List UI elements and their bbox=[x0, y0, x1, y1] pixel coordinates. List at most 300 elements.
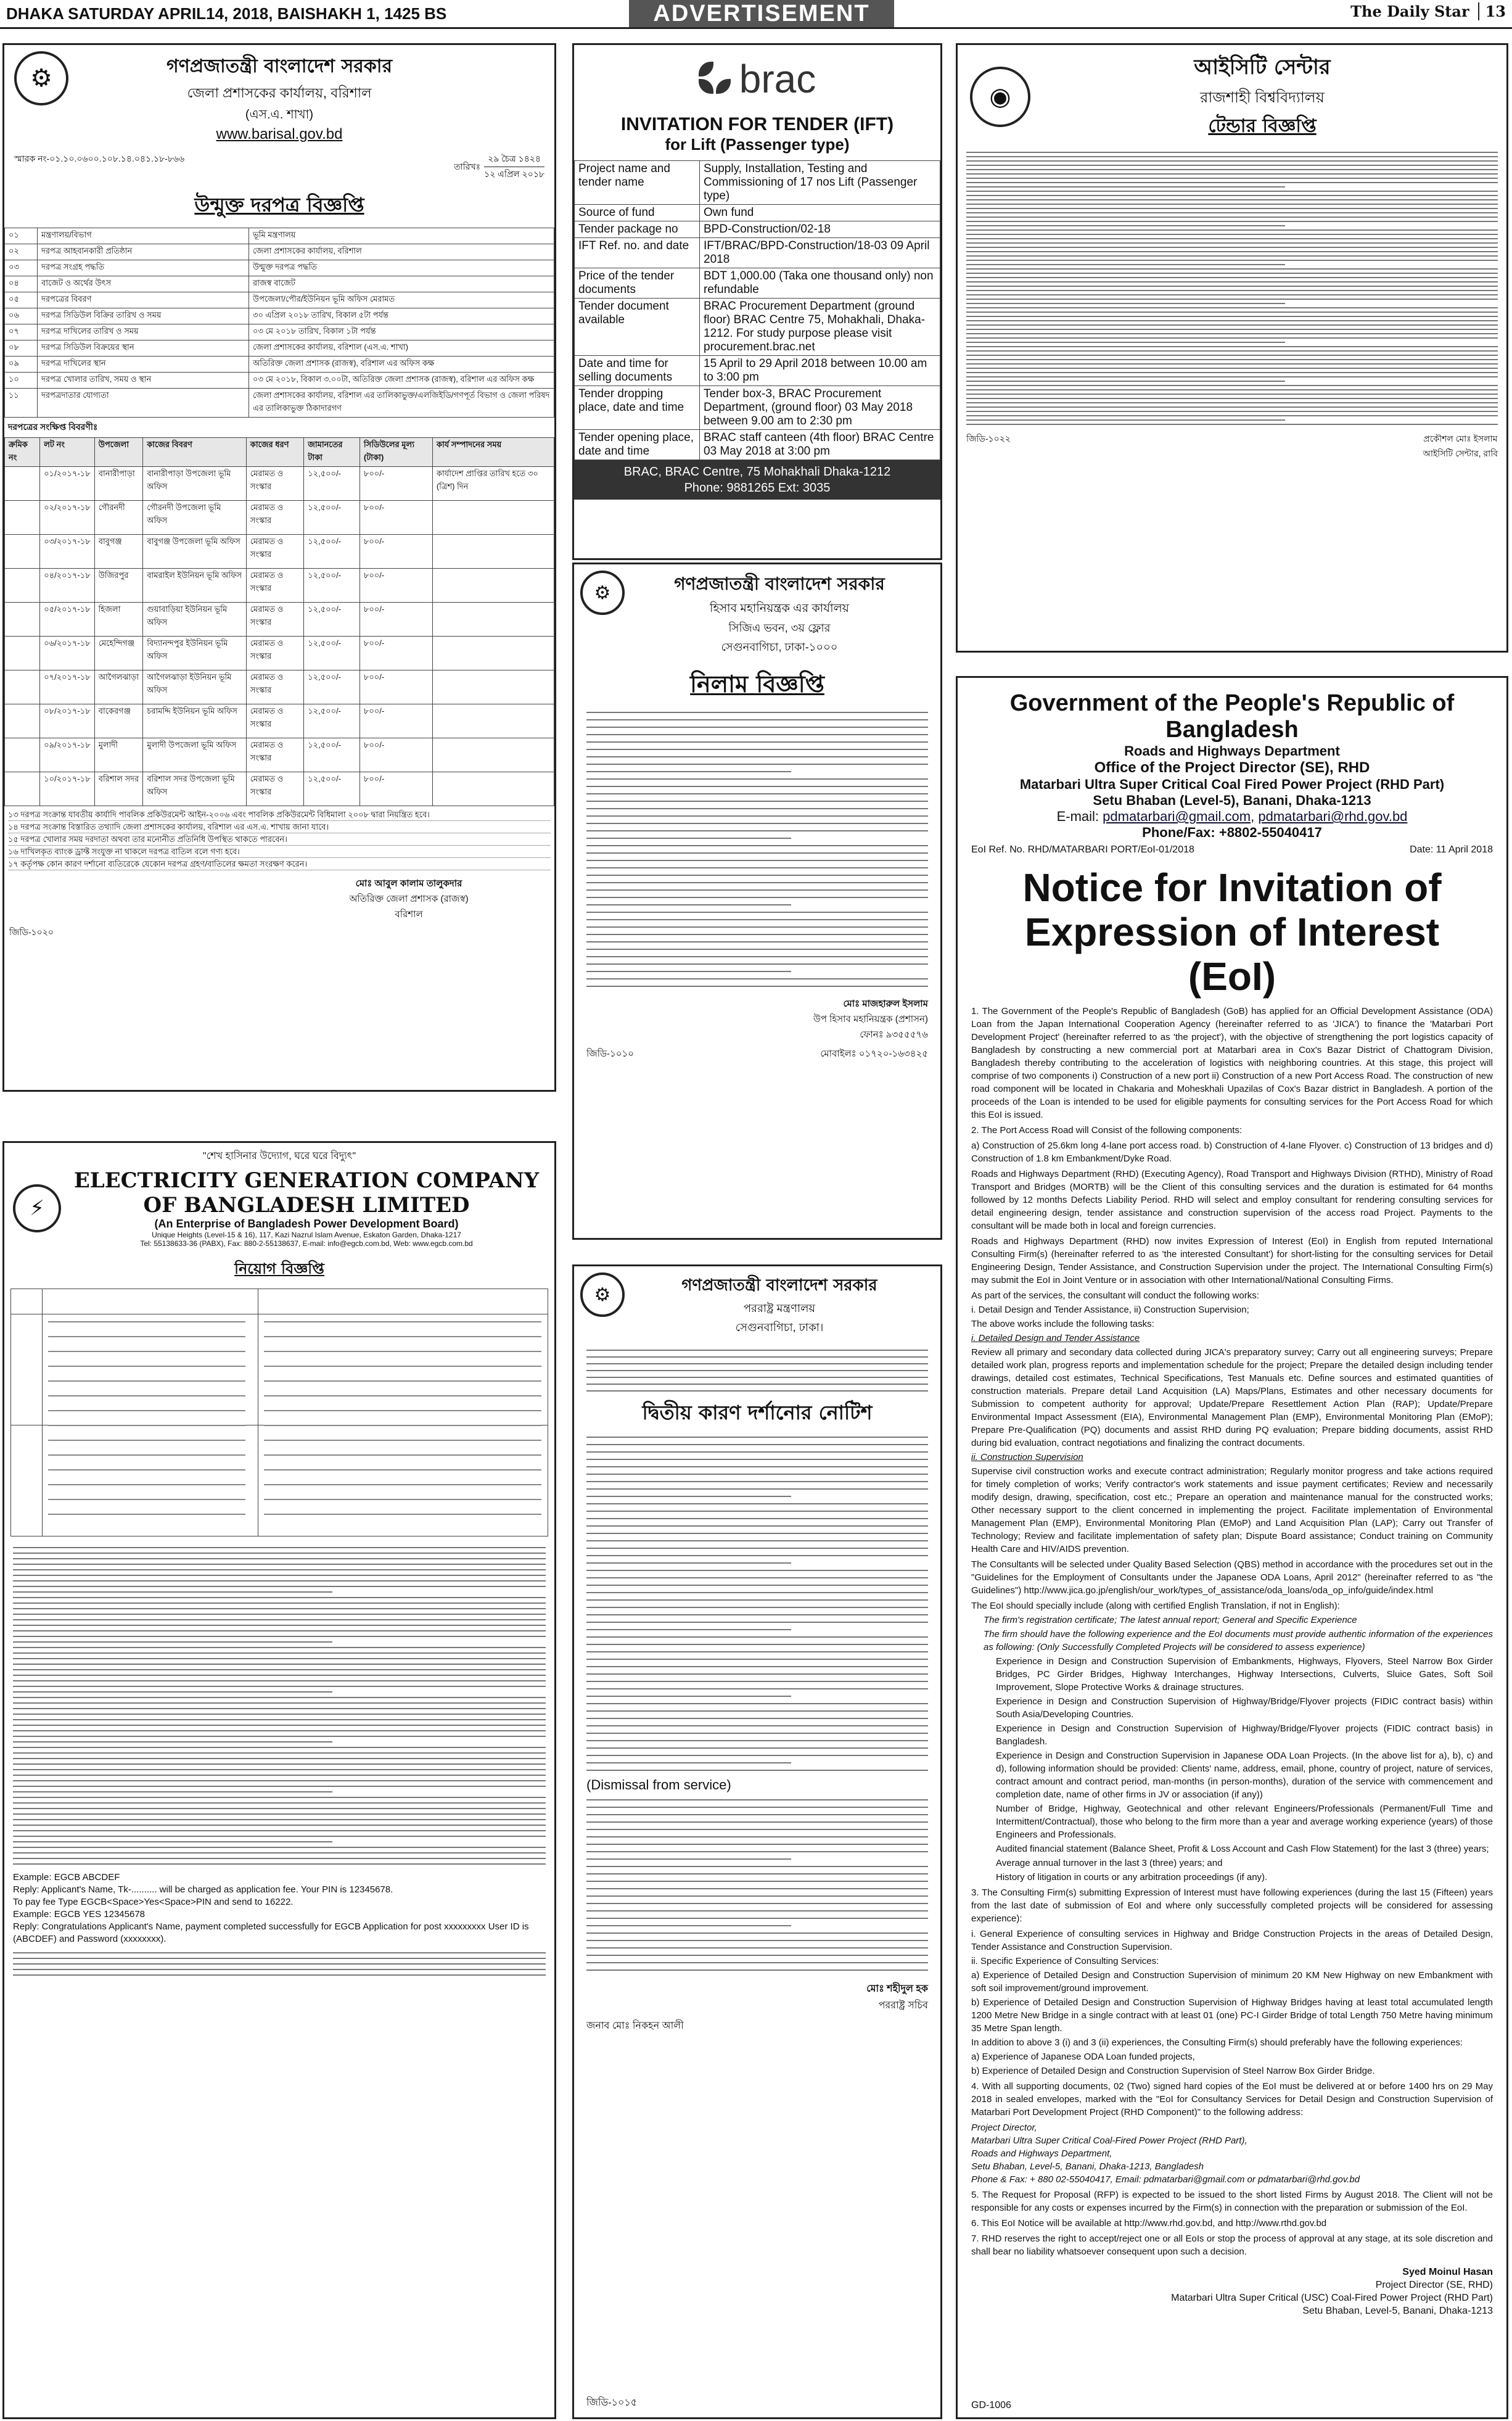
sub-title: দরপত্রের সংক্ষিপ্ত বিবরণীঃ bbox=[8, 422, 98, 432]
column-header: উপজেলা bbox=[94, 438, 143, 467]
text-line bbox=[13, 1580, 546, 1582]
lot-cell-office: মুলাদী উপজেলা ভূমি অফিস bbox=[143, 738, 247, 772]
university-seal-icon: ◉ bbox=[970, 67, 1030, 127]
branch: (এস.এ. শাখা) bbox=[245, 108, 314, 122]
text-line bbox=[48, 1454, 245, 1456]
text-line bbox=[48, 1425, 245, 1426]
rhd-para1: 1. The Government of the People's Republic of Bangladesh (GoB) has applied for an Official Development Assistance (ODA) Loan from the Japan International Cooperation Agency (hereinafter referred to as 'JICA') to finance the 'Matarbari Port Development Project' (hereinafter referred to as 'the project'), with the objective of strengthening the port logistics capacity of Bangladesh by constructing a new commercial port at Matarbari area in Cox's Bazar District of Chattogram Division, Bangladesh thereby contributing to the acceleration of logistics with neighboring countries. At this stage, this project will comprise of two components i) Construction of a new port ii) Construction of a new Port Access Road. The construction of new road component will be located in Chakaria and Moheskhali Upazilas of Cox's Bazar district in Bangladesh. A portion of the proceeds of the Loan is intended to be used for eligible payments for consulting services for the Port Access Road for which this EoI is issued. bbox=[971, 1006, 1493, 1120]
text-line bbox=[966, 173, 1498, 175]
brac-row-label: Project name and tender name bbox=[575, 161, 700, 205]
lot-cell-lot: ০৪/২০১৭-১৮ bbox=[40, 569, 95, 603]
sc-subject-text bbox=[574, 1350, 940, 1392]
text-line bbox=[13, 1586, 546, 1587]
rhd-p3c: In addition to above 3 (i) and 3 (ii) experiences, the Consulting Firm(s) should preferably have the following experiences: bbox=[971, 2037, 1463, 2048]
lot-index bbox=[5, 637, 40, 670]
text-line bbox=[586, 1363, 928, 1364]
lot-cell-lot: ১০/২০১৭-১৮ bbox=[40, 772, 95, 806]
table-cell: বাজেট ও অর্থের উৎস bbox=[38, 276, 249, 292]
column-header: কাজের ধরণ bbox=[246, 438, 304, 467]
lot-cell-time bbox=[432, 704, 554, 738]
rhd-sig-address: Setu Bhaban, Level-5, Banani, Dhaka-1213 bbox=[1302, 2306, 1493, 2316]
masthead-group bbox=[1350, 2, 1506, 20]
text-line bbox=[48, 1440, 245, 1441]
lot-row bbox=[5, 501, 554, 535]
table-cell: দরপত্র সিডিউল বিক্রির তারিখ ও সময় bbox=[38, 308, 249, 324]
text-line bbox=[966, 389, 1498, 390]
text-line bbox=[966, 204, 1498, 205]
sc-area: সেগুনবাগিচা, ঢাকা। bbox=[735, 1321, 824, 1334]
text-line bbox=[586, 1836, 928, 1837]
lot-cell-price: ৮০০/- bbox=[360, 501, 432, 535]
brac-row-label: Tender package no bbox=[575, 221, 700, 238]
table-cell: রাজস্ব বাজেট bbox=[249, 276, 554, 292]
brac-row-label: Tender dropping place, date and time bbox=[575, 386, 700, 430]
lot-row bbox=[5, 704, 554, 738]
table-cell: ১০ bbox=[5, 373, 38, 389]
rhd-email1[interactable]: pdmatarbari@gmail.com bbox=[1103, 809, 1251, 824]
text-line bbox=[586, 1636, 928, 1638]
text-line bbox=[966, 411, 1498, 412]
text-line bbox=[13, 1752, 546, 1754]
text-line bbox=[586, 1437, 928, 1438]
lot-cell-time bbox=[432, 569, 554, 603]
text-line bbox=[13, 1680, 546, 1681]
text-line bbox=[13, 1691, 332, 1693]
signatory-title: অতিরিক্ত জেলা প্রশাসক (রাজস্ব) bbox=[349, 894, 469, 904]
lot-cell-time bbox=[432, 535, 554, 569]
text-line bbox=[586, 1577, 928, 1578]
text-line bbox=[966, 337, 1498, 339]
text-line bbox=[586, 941, 928, 942]
text-line bbox=[966, 217, 1498, 218]
rhd-p3a: a) Experience of Detailed Design and Construction Supervision of minimum 20 KM New Highway on new Embankment with soft soil improvement/ground improvement. bbox=[971, 1970, 1493, 1994]
brac-title: INVITATION FOR TENDER (IFT) bbox=[620, 114, 894, 134]
text-line bbox=[13, 1564, 546, 1565]
bd-seal-icon: ⚙ bbox=[14, 51, 82, 105]
ecgb-contact: Tel: 55138633-36 (PABX), Fax: 880-2-55138637, E-mail: info@egcb.com.bd, Web: www.egcb.com.bd bbox=[140, 1239, 473, 1248]
ict-university: রাজশাহী বিশ্ববিদ্যালয় bbox=[1200, 89, 1325, 106]
lot-cell-upazila: হিজলা bbox=[94, 603, 143, 637]
text-line bbox=[586, 1799, 928, 1800]
text-line bbox=[13, 1641, 332, 1643]
text-line bbox=[13, 1769, 546, 1770]
table-row bbox=[5, 324, 554, 340]
text-line bbox=[13, 1669, 546, 1670]
text-line bbox=[586, 1895, 928, 1897]
brac-row bbox=[575, 238, 940, 268]
text-line bbox=[966, 350, 1498, 352]
auction-body-text bbox=[574, 712, 940, 987]
text-line bbox=[586, 867, 928, 868]
text-line bbox=[586, 1733, 928, 1734]
text-line bbox=[48, 1321, 245, 1322]
lot-index bbox=[5, 501, 40, 535]
ecgb-notice-title: নিয়োগ বিজ্ঞপ্তি bbox=[234, 1260, 324, 1277]
auction-mobile: মোবাইলঃ ০১৭২০-১৬৩৪২৫ bbox=[820, 1049, 928, 1059]
lot-cell-deposit: ১২,৫০০/- bbox=[304, 738, 360, 772]
table-header-row bbox=[5, 438, 554, 467]
text-line bbox=[586, 1814, 928, 1815]
text-line bbox=[13, 1602, 546, 1604]
text-line bbox=[586, 845, 928, 846]
brac-row-label: Source of fund bbox=[575, 205, 700, 221]
text-line bbox=[586, 1673, 928, 1675]
text-line bbox=[966, 212, 1498, 213]
text-line bbox=[586, 926, 928, 928]
text-line bbox=[966, 415, 1498, 416]
ad-ecgb-recruitment bbox=[2, 1141, 556, 2419]
text-line bbox=[13, 1697, 546, 1698]
table-cell: জেলা প্রশাসকের কার্যালয়, বরিশাল bbox=[249, 244, 554, 260]
text-line bbox=[586, 1703, 928, 1704]
lot-cell-type: মেরামত ও সংস্কার bbox=[246, 738, 304, 772]
text-line bbox=[586, 1762, 791, 1763]
text-line bbox=[586, 949, 928, 950]
text-line bbox=[586, 1659, 928, 1660]
text-line bbox=[966, 372, 1498, 373]
text-line bbox=[13, 1858, 546, 1859]
table-cell: দরপত্রদাতার যোগ্যতা bbox=[38, 389, 249, 418]
lot-cell-type: মেরামত ও সংস্কার bbox=[246, 467, 304, 501]
rhd-address: Setu Bhaban (Level-5), Banani, Dhaka-1213 bbox=[1093, 793, 1371, 808]
ecgb-enterprise: (An Enterprise of Bangladesh Power Development Board) bbox=[154, 1218, 459, 1230]
table-cell: ০৩ মে ২০১৮ তারিখ, বিকাল ১টা পর্যন্ত bbox=[249, 324, 554, 340]
brac-row bbox=[575, 356, 940, 386]
ecgb-post-table bbox=[10, 1289, 548, 1536]
text-line bbox=[966, 264, 1285, 265]
text-line bbox=[966, 242, 1498, 244]
text-line bbox=[586, 712, 928, 713]
text-line bbox=[13, 1830, 546, 1831]
text-line bbox=[13, 1708, 546, 1709]
text-line bbox=[586, 1444, 928, 1445]
ict-notice: টেন্ডার বিজ্ঞপ্তি bbox=[1208, 115, 1317, 137]
lot-row bbox=[5, 670, 554, 704]
text-line bbox=[966, 355, 1498, 356]
rhd-b2: The firm should have the following experience and the EoI documents must provide authentic information of the experiences as following: (Only Successfully Completed Projects will be considered to assess experience) bbox=[984, 1629, 1493, 1652]
text-line bbox=[966, 229, 1498, 231]
text-line bbox=[13, 1841, 332, 1842]
ict-signatory-title: আইসিটি সেন্টার, রাবি bbox=[1423, 448, 1498, 458]
text-line bbox=[966, 169, 1498, 170]
text-line bbox=[586, 823, 928, 824]
text-line bbox=[966, 281, 1498, 283]
rhd-project: Matarbari Ultra Super Critical Coal Fired Power Project (RHD Part) bbox=[1019, 777, 1445, 792]
brac-row-value: Supply, Installation, Testing and Commissioning of 17 nos Lift (Passenger type) bbox=[700, 161, 940, 205]
table-cell: ০৭ bbox=[5, 324, 38, 340]
text-line bbox=[13, 1963, 546, 1965]
text-line bbox=[966, 316, 1498, 317]
table-divider bbox=[42, 1289, 43, 1536]
text-line bbox=[264, 1321, 541, 1322]
lot-cell-upazila: আগৈলঝাড়া bbox=[94, 670, 143, 704]
rhd-task-ii-title: ii. Construction Supervision bbox=[971, 1452, 1083, 1462]
sc-body-text-2 bbox=[574, 1799, 940, 1971]
lot-row bbox=[5, 535, 554, 569]
website-link[interactable]: www.barisal.gov.bd bbox=[216, 126, 343, 142]
text-line bbox=[966, 186, 1285, 188]
auction-gov-title: গণপ্রজাতন্ত্রী বাংলাদেশ সরকার bbox=[674, 574, 885, 594]
lot-cell-price: ৮০০/- bbox=[360, 738, 432, 772]
text-line bbox=[586, 1540, 928, 1541]
text-line bbox=[13, 1813, 546, 1815]
lot-row bbox=[5, 467, 554, 501]
text-line bbox=[586, 1947, 928, 1949]
text-line bbox=[586, 1740, 928, 1741]
text-line bbox=[13, 1847, 546, 1848]
text-line bbox=[13, 1664, 546, 1665]
text-line bbox=[586, 1866, 928, 1867]
text-line bbox=[966, 303, 1285, 304]
notes bbox=[4, 806, 554, 873]
rhd-task-i: Review all primary and secondary data collected during JICA's preparatory survey; Carry out all engineering surveys; Prepare detailed work plan, progress reports and implementation schedule for the project; Prepare the detailed design including tender drawings, detailed cost estimates, Technical Specifications, Test Manuals etc. Define sources and estimated quantities of construction materials. Prepare detail Land Acquisition (LA) Maps/Plans, Estimates and other necessary documents for Submission to competent authority for approval; Update/Prepare Resettlement Action Plan (RAP); Update/Prepare Environmental Impact Assessment (EIA), Environmental Management Plan (EMP), Environmental Monitoring Plan (EMoP); Prepare Pre-Qualification (PQ) documents and assist RHD during PQ evaluation; Prepare bidding documents, assist RHD during bid evaluation, contract negotiations and finalizing the contract documents. bbox=[971, 1347, 1493, 1448]
lot-index bbox=[5, 704, 40, 738]
text-line bbox=[966, 156, 1498, 157]
table-cell: দরপত্র সিডিউল বিক্রয়ের স্থান bbox=[38, 340, 249, 357]
note-item: ১৫ দরপত্র খোলার সময় দরদাতা অথবা তার মনোনীত প্রতিনিধি উপস্থিত থাকতে পারবেন। bbox=[8, 833, 551, 846]
text-line bbox=[586, 1903, 928, 1904]
text-line bbox=[13, 1686, 546, 1687]
table-cell: ০৮ bbox=[5, 340, 38, 357]
lot-index bbox=[5, 738, 40, 772]
table-cell: দরপত্র দাখিলের স্থান bbox=[38, 357, 249, 373]
lot-cell-time bbox=[432, 603, 554, 637]
lot-cell-time bbox=[432, 501, 554, 535]
text-line bbox=[13, 1719, 546, 1720]
text-line bbox=[13, 1725, 546, 1726]
text-line bbox=[586, 1925, 791, 1926]
text-line bbox=[13, 1636, 546, 1637]
text-line bbox=[966, 376, 1498, 377]
table-cell: উপজেলা/পৌর/ইউনিয়ন ভূমি অফিস মেরামত bbox=[249, 292, 554, 308]
brac-row-value: 15 April to 29 April 2018 between 10.00 am to 3:00 pm bbox=[700, 356, 940, 386]
ecgb-sms-reply2: Reply: Congratulations Applicant's Name, payment completed successfully for EGCB Application for post xxxxxxxxx User ID is (ABCDEF) and Password (xxxxxxxx). bbox=[13, 1921, 529, 1944]
lot-cell-deposit: ১২,৫০০/- bbox=[304, 535, 360, 569]
text-line bbox=[13, 1630, 546, 1631]
text-line bbox=[966, 346, 1498, 347]
brac-row-value: BDT 1,000.00 (Taka one thousand only) non refundable bbox=[700, 268, 940, 299]
text-line bbox=[13, 1547, 546, 1548]
lot-cell-deposit: ১২,৫০০/- bbox=[304, 603, 360, 637]
lot-index bbox=[5, 670, 40, 704]
sc-body-text bbox=[574, 1437, 940, 1771]
text-line bbox=[48, 1366, 245, 1367]
text-line bbox=[586, 838, 791, 839]
brac-logo-icon bbox=[699, 62, 733, 96]
lot-cell-lot: ০৩/২০১৭-১৮ bbox=[40, 535, 95, 569]
brac-row-label: IFT Ref. no. and date bbox=[575, 238, 700, 268]
rhd-addr4: Setu Bhaban, Level-5, Banani, Dhaka-1213, Bangladesh bbox=[971, 2161, 1204, 2172]
text-line bbox=[586, 912, 928, 913]
text-line bbox=[586, 727, 928, 728]
rhd-p3: 3. The Consulting Firm(s) submitting Expression of Interest must have following experiences (during the last 15 (Fifteen) years from the last date of submission of EoI and where only successfully completed projects will be considered for assessing experience): bbox=[971, 1887, 1493, 1924]
text-line bbox=[13, 1702, 546, 1704]
rhd-eg: Average annual turnover in the last 3 (three) years; and bbox=[996, 1858, 1223, 1868]
text-line bbox=[13, 1952, 546, 1953]
lot-cell-deposit: ১২,৫০০/- bbox=[304, 772, 360, 806]
text-line bbox=[586, 1888, 928, 1889]
text-line bbox=[966, 182, 1498, 183]
text-line bbox=[586, 1932, 928, 1934]
text-line bbox=[586, 956, 928, 957]
text-line bbox=[13, 1730, 546, 1731]
note-item: ১৪ দরপত্র সংক্রান্ত বিস্তারিত তথ্যাদি জেলা প্রশাসকের কার্যালয়, বরিশাল এর এস.এ. শাখায় জানা যাবে। bbox=[8, 821, 551, 833]
text-line bbox=[586, 904, 791, 905]
rhd-office: Office of the Project Director (SE), RHD bbox=[1094, 759, 1370, 776]
rhd-ed: Experience in Design and Construction Supervision in Japanese ODA Loan Projects. (In the above list for a), b), c) and d), following information should be provided: Clients' name, address, email, phone, country of project, nature of services, contract amount and contract period, man-months (in person-months), duration of the service with commencement and completion date, name of other firms in JV or association (if any)) bbox=[996, 1751, 1493, 1800]
rhd-para2f: The above works include the following tasks: bbox=[971, 1319, 1154, 1329]
ict-table-body bbox=[958, 152, 1506, 425]
text-line bbox=[586, 1807, 928, 1808]
text-line bbox=[13, 1969, 546, 1970]
rhd-ee: Number of Bridge, Highway, Geotechnical and other relevant Engineers/Professionals (Permanent/Full Time and Intermittent/Contractual), those who belong to the firm more than a year and average working experience (years) of those Engineers and Professionals. bbox=[996, 1804, 1493, 1840]
sc-ministry: পররাষ্ট্র মন্ত্রণালয় bbox=[743, 1302, 816, 1314]
sc-signatory-title: পররাষ্ট্র সচিব bbox=[878, 2000, 928, 2011]
ecgb-sms-reply1: Reply: Applicant's Name, Tk-.......... will be charged as application fee. Your PIN is 12345678. bbox=[13, 1884, 393, 1895]
brac-row bbox=[575, 386, 940, 430]
memo-number: স্মারক নং-০১.১০.০৬০০.১০৮.১৪.০৪১.১৮-৮৬৬ bbox=[14, 154, 185, 163]
ecgb-sms-pay: To pay fee Type EGCB<Space>Yes<Space>PIN and send to 16222. bbox=[13, 1897, 294, 1907]
text-line bbox=[13, 1974, 546, 1976]
lot-cell-office: বিদ্যানন্দপুর ইউনিয়ন ভূমি অফিস bbox=[143, 637, 247, 670]
text-line bbox=[586, 1481, 928, 1482]
text-line bbox=[13, 1802, 546, 1804]
text-line bbox=[13, 1558, 546, 1559]
rhd-b1: The firm's registration certificate; The latest annual report; General and Specific Experience bbox=[984, 1615, 1357, 1625]
lot-cell-type: মেরামত ও সংস্কার bbox=[246, 704, 304, 738]
text-line bbox=[586, 1585, 928, 1586]
brac-row bbox=[575, 299, 940, 356]
lot-cell-lot: ০৮/২০১৭-১৮ bbox=[40, 704, 95, 738]
table-cell: দরপত্র খোলার তারিখ, সময় ও স্থান bbox=[38, 373, 249, 389]
text-line bbox=[586, 852, 928, 854]
lot-cell-deposit: ১২,৫০০/- bbox=[304, 501, 360, 535]
lot-cell-lot: ০১/২০১৭-১৮ bbox=[40, 467, 95, 501]
lot-cell-type: মেরামত ও সংস্কার bbox=[246, 569, 304, 603]
rhd-ec: Experience in Design and Construction Supervision of Highway/Bridge/Flyover projects (FIDIC contract basis) in Bangladesh. bbox=[996, 1723, 1493, 1747]
masthead-logo: The Daily Star bbox=[1350, 2, 1469, 20]
text-line bbox=[586, 1755, 928, 1756]
lot-cell-type: মেরামত ও সংস্কার bbox=[246, 535, 304, 569]
text-line bbox=[586, 786, 928, 787]
lot-cell-price: ৮০০/- bbox=[360, 603, 432, 637]
note-item: ১৩ দরপত্র সংক্রান্ত যাবতীয় কার্যাদি পাবলিক প্রকিউরমেন্ট আইন-২০০৬ এবং পাবলিক প্রকিউরমেন্ট বিধিমালা ২০০৮ দ্বারা নিয়ন্ত্রিত হবে। bbox=[8, 809, 551, 821]
lot-cell-type: মেরামত ও সংস্কার bbox=[246, 603, 304, 637]
ecgb-foot-text bbox=[4, 1952, 554, 1976]
text-line bbox=[586, 1614, 928, 1615]
rhd-email2[interactable]: pdmatarbari@rhd.gov.bd bbox=[1258, 809, 1408, 824]
text-line bbox=[586, 1718, 928, 1719]
ad-rhd-eoi: Government of the People's Republic of Bangladesh Roads and Highways Department Office of the Project Director (SE), RHD Matarbari Ultra Super Critical Coal Fired Power Project (RHD Part) Setu Bhaban (Level-5), Banani, Dhaka-1213 E-mail: pdmatarbari@gmail.com, pdmatarbari@rhd.gov.bd Phone/Fax: +8802-55040417 EoI Ref. No. RHD/MATARBARI PORT/EoI-01/2018 Date: 11 April 2018 Notice for Invitation of Expression of Interest (EoI) 1. The Government of the People's Republic of Bangladesh (GoB) has applied for an Official Development Assistance (ODA) Loan from the Japan International Cooperation Agency (hereinafter referred to as 'JICA') to finance the 'Matarbari Port Development Project' (hereinafter referred to as 'the project'), with the objective of strengthening the port logistics capacity of Bangladesh by constructing a new commercial port at Matarbari area in Cox's Bazar District of Chattogram Division, Bangladesh thereby contributing to the acceleration of logistics with neighboring countries. At this stage, this project will comprise of two components i) Construction of a new port ii) Construction of a new Port Access Road. The construction of new road component will be located in Chakaria and Moheskhali Upazilas of Cox's Bazar district in Bangladesh. A portion of the proceeds of the Loan is intended to be used for eligible payments for consulting services for the Port Access Road for which this EoI is issued. 2. The Port Access Road will Consist of the following components: a) Construction of 25.6km long 4-lane port access road. b) Construction of 4-lane Flyover. c) Construction of 13 bridges and d) Construction of 1.8 km Embankment/Dyke Road. Roads and Highways Department (RHD) (Executing Agency), Road Transport and Highways Division (RTHD), Ministry of Road Transport and Bridges (MORTB) will be the Client of this consulting services and the duration is estimated for 64 months followed by 12 months Defects Liability Period. RHD will select and employ consultant for rendering consulting services for detail engineering design, tender assistance and construction supervision of the access road Project. Payments to the consultant will be made both in local and foreign currencies. Roads and Highways Department (RHD) now invites Expression of Interest (EoI) in English from reputed International Consulting Firm(s) (hereinafter referred to as 'the interested Consultant') for short-listing for the consulting services for Detail Engineering Design, Tender Assistance, and Construction Supervision under the project. The International Consulting Firm(s) may submit the EoI in Joint Venture or in association with other International/National Consulting Firms. As part of the services, the consultant will conduct the following works: i. Detail Design and Tender Assistance, ii) Construction Supervision; The above works include the following tasks: i. Detailed Design and Tender Assistance Review all primary and secondary data collected during JICA's preparatory survey; Carry out all engineering surveys; Prepare detailed work plan, progress reports and implementation schedule for the project; Prepare the detailed design including tender drawings, detailed cost estimates, Technical Specifications, Test Manuals etc. Define sources and estimated quantities of construction materials. Prepare detail Land Acquisition (LA) Maps/Plans, Estimates and other necessary documents for Submission to competent authority for approval; Update/Prepare Resettlement Action Plan (RAP); Update/Prepare Environmental Impact Assessment (EIA), Environmental Management Plan (EMP), Environmental Monitoring Plan (EMoP); Prepare Pre-Qualification (PQ) documents and assist RHD during PQ evaluation; Prepare bidding documents, assist RHD during bid evaluation, contract negotiations and finalizing the contract documents. ii. Construction Supervision Supervise civil construction works and execute contract administration; Regularly monitor progress and take actions required for timely completion of works; Verify contractor's work statements and issue payment certificates; Review and necessarily modify design, drawing, specification, cost etc.; Prepare an operation and maintenance manual for the constructed works; Other necessary support to the client concerned in implementing the project. Facilitate implementation of Environmental Management Plan (EMP), Environmental Monitoring Plan (EMoP) and Land Acquisition Plan (LAP); Carry out Transfer of Technology; Review and facilitate implementation of safety plan; Dispute Board assistance; Conduct training on Community Health Care and HIV/AIDS prevention. The Consultants will be selected under Quality Based Selection (QBS) method in accordance with the procedures set out in the "Guidelines for the Employment of Consultants under the Japanese ODA Loans, April 2012" (hereinafter referred to as "the Guidelines") http://www.jica.go.jp/english/our_work/types_of_assistance/oda_loans/oda_op_info/guide/index.html The EoI should specially include (along with certified English Translation, if not in English): The firm's registration certificate; The latest annual report; General and Specific Experience The firm should have the following experience and the EoI documents must provide authentic information of the experiences as following: (Only Successfully Completed Projects will be considered to assess experience) Experience in Design and Construction Supervision of Embankments, Highways, Flyovers, Steel Narrow Box Girder Bridges, PC Girder Bridges, Highway Interchanges, Highway Intersections, Culverts, Sluice Gates, Soft Soil Improvement, Slope Protective Works & drainage structures. Experience in Design and Construction Supervision of Highway/Bridge/Flyover projects (FIDIC contract basis) within South Asia/Developing Countries. Experience in Design and Construction Supervision of Highway/Bridge/Flyover projects (FIDIC contract basis) in Bangladesh. Experience in Design and Construction Supervision in Japanese ODA Loan Projects. (In the above list for a), b), c) and d), following information should be provided: Clients' name, address, email, phone, country of project, nature of services, contract amount and contract period, man-months (in person-months), duration of the service with commencement and completion date, name of other firms in JV or association (if any)) Number of Bridge, Highway, Geotechnical and other relevant Engineers/Professionals (Permanent/Full Time and Intermittent/Contractual), those who belong to the firm more than a year and average working experience (years) of those Engineers and Professionals. Audited financial statement (Balance Sheet, Profit & Loss Account and Cash Flow Statement) for the last 3 (three) years; Average annual turnover in the last 3 (three) years; and History of litigation in courts or any arbitration proceedings (if any). 3. The Consulting Firm(s) submitting Expression of Interest must have following experiences (during the last 15 (Fifteen) years from the last date of submission of EoI and where only successfully completed projects will be considered for assessing experience): i. General Experience of consulting services in Highway and Bridge Construction Projects in the areas of Detailed Design, Tender Assistance and Construction Supervision. ii. Specific Experience of Consulting Services: a) Experience of Detailed Design and Construction Supervision of minimum 20 KM New Highway on new Embankment with soft soil improvement/ground improvement. b) Experience of Detailed Design and Construction Supervision of Highway Bridges having at least total accumulated length 1200 Metre New Bridge in a single contract with at least 01 (one) PC-I Girder Bridge of total Length 750 Metre having minimum 35 Metre Span length. In addition to above 3 (i) and 3 (ii) experiences, the Consulting Firm(s) should preferably have the following experiences: a) Experience of Japanese ODA Loan funded projects, b) Experience of Detailed Design and Construction Supervision of Steel Narrow Box Girder Bridge. 4. With all supporting documents, 02 (Two) signed hard copies of the EoI must be delivered at or before 1400 hrs on 29 May 2018 in sealed envelopes, marked with the "EoI for Consultancy Services for Detail Design and Construction Supervision of Matarbari Port Development Project (RHD Component)" to the following address: Project Director, Matarbari Ultra Super Critical Coal-Fired Power Project (RHD Part), Roads and Highways Department, Setu Bhaban, Level-5, Banani, Dhaka-1213, Bangladesh Phone & Fax: + 880 02-55040417, Email: pdmatarbari@gmail.com or pdmatarbari@rhd.gov.bd 5. The Request for Proposal (RFP) is expected to be issued to the short listed Firms by August 2018. The Client will not be responsible for any costs or expenses incurred by the Firm(s) in connection with the preparation or submission of the EoI. 6. This EoI Notice will be available at http://www.rhd.gov.bd, and http://www.rthd.gov.bd 7. RHD reserves the right to accept/reject one or all EoIs or stop the process of approval at any stage, at its sole discretion and shall bear no liability whatsoever consequent upon such a decision. Syed Moinul Hasan Project Director (SE, RHD) Matarbari Ultra Super Critical (USC) Coal-Fired Power Project (RHD Part) Setu Bhaban, Level-5, Banani, Dhaka-1213 GD-1006 bbox=[956, 676, 1508, 2419]
text-line bbox=[13, 1575, 546, 1576]
sc-gov-title: গণপ্রজাতন্ত্রী বাংলাদেশ সরকার bbox=[681, 1276, 877, 1295]
note-item: ১৭ কর্তৃপক্ষ কোন কারণ দর্শানো ব্যতিরেকে যেকোন দরপত্র গ্রহণ/বাতিলের ক্ষমতা সংরক্ষণ করেন। bbox=[8, 858, 551, 870]
table-row bbox=[5, 292, 554, 308]
lot-cell-deposit: ১২,৫০০/- bbox=[304, 467, 360, 501]
text-line bbox=[966, 255, 1498, 257]
lot-cell-office: গুয়াবাড়িয়া ইউনিয়ন ভূমি অফিস bbox=[143, 603, 247, 637]
table-cell: ০৪ bbox=[5, 276, 38, 292]
text-line bbox=[13, 1608, 546, 1609]
table-cell: ০৩ মে ২০১৮, বিকাল ৩.০০টা, অতিরিক্ত জেলা প্রশাসক (রাজস্ব), বরিশাল এর অফিস কক্ষ bbox=[249, 373, 554, 389]
brac-subtitle: for Lift (Passenger type) bbox=[665, 135, 850, 154]
rhd-addr2: Matarbari Ultra Super Critical Coal-Fired Power Project (RHD Part), bbox=[971, 2135, 1247, 2146]
text-line bbox=[586, 1548, 928, 1549]
lot-cell-lot: ০৫/২০১৭-১৮ bbox=[40, 603, 95, 637]
rhd-para2: 2. The Port Access Road will Consist of the following components: bbox=[971, 1125, 1243, 1136]
text-line bbox=[586, 1592, 928, 1593]
text-line bbox=[966, 238, 1498, 239]
text-line bbox=[966, 225, 1285, 226]
text-line bbox=[13, 1652, 546, 1654]
text-line bbox=[966, 385, 1498, 386]
lot-cell-lot: ০৬/২০১৭-১৮ bbox=[40, 637, 95, 670]
ecgb-slogan: "শেখ হাসিনার উদ্যোগ, ঘরে ঘরে বিদ্যুৎ" bbox=[202, 1151, 356, 1161]
rhd-p3d: a) Experience of Japanese ODA Loan funded projects, bbox=[971, 2052, 1195, 2062]
text-line bbox=[264, 1440, 541, 1441]
lot-row bbox=[5, 569, 554, 603]
rhd-ea: Experience in Design and Construction Supervision of Embankments, Highways, Flyovers, Steel Narrow Box Girder Bridges, PC Girder Bridges, Highway Interchanges, Highway Intersections, Culverts, Sluice Gates, Soft Soil Improvement, Slope Protective Works & drainage structures. bbox=[996, 1656, 1493, 1693]
ecgb-sms-example2: Example: EGCB YES 12345678 bbox=[13, 1909, 146, 1920]
text-line bbox=[586, 875, 928, 876]
text-line bbox=[586, 919, 928, 920]
sc-title: দ্বিতীয় কারণ দর্শানোর নোটিশ bbox=[642, 1401, 873, 1424]
ecgb-address: Unique Heights (Level-15 & 16), 117, Kazi Nazrul Islam Avenue, Eskaton Garden, Dhaka-1217 bbox=[152, 1231, 461, 1239]
text-line bbox=[264, 1366, 541, 1367]
brac-row-value: BRAC Procurement Department (ground floor) BRAC Centre 75, Mohakhali, Dhaka-1212. For study purpose please visit procurement.brac.net bbox=[700, 299, 940, 356]
table-cell: জেলা প্রশাসকের কার্যালয়, বরিশাল (এস.এ. শাখা) bbox=[249, 340, 554, 357]
text-line bbox=[264, 1410, 541, 1411]
text-line bbox=[586, 1918, 928, 1919]
text-line bbox=[13, 1647, 546, 1648]
text-line bbox=[586, 1696, 791, 1697]
text-line bbox=[586, 971, 791, 972]
lot-cell-office: চরামদ্দি ইউনিয়ন ভূমি অফিস bbox=[143, 704, 247, 738]
auction-phone: ফোনঃ ৯৩৫৫৫৭৬ bbox=[860, 1029, 928, 1040]
text-line bbox=[264, 1351, 541, 1352]
table-row bbox=[5, 228, 554, 244]
text-line bbox=[13, 1747, 546, 1748]
lot-cell-lot: ০৭/২০১৭-১৮ bbox=[40, 670, 95, 704]
text-line bbox=[13, 1808, 546, 1809]
lot-index bbox=[5, 603, 40, 637]
text-line bbox=[586, 1962, 928, 1963]
text-line bbox=[966, 381, 1285, 382]
text-line bbox=[13, 1741, 332, 1743]
text-line bbox=[586, 1955, 928, 1956]
text-line bbox=[586, 1969, 928, 1971]
text-line bbox=[13, 1791, 332, 1792]
text-line bbox=[586, 1747, 928, 1749]
text-line bbox=[966, 221, 1498, 222]
text-line bbox=[966, 363, 1498, 365]
text-line bbox=[966, 286, 1498, 287]
text-line bbox=[586, 1562, 791, 1564]
text-line bbox=[48, 1410, 245, 1411]
text-line bbox=[13, 1852, 546, 1854]
text-line bbox=[966, 294, 1498, 295]
lot-cell-type: মেরামত ও সংস্কার bbox=[246, 670, 304, 704]
text-line bbox=[586, 1466, 928, 1467]
lot-cell-upazila: উজিরপুর bbox=[94, 569, 143, 603]
text-line bbox=[586, 815, 928, 817]
text-line bbox=[13, 1625, 546, 1626]
table-cell: দরপত্র দাখিলের তারিখ ও সময় bbox=[38, 324, 249, 340]
text-line bbox=[966, 247, 1498, 248]
lot-cell-deposit: ১২,৫০০/- bbox=[304, 569, 360, 603]
lot-cell-price: ৮০০/- bbox=[360, 670, 432, 704]
lot-cell-upazila: মুলাদী bbox=[94, 738, 143, 772]
